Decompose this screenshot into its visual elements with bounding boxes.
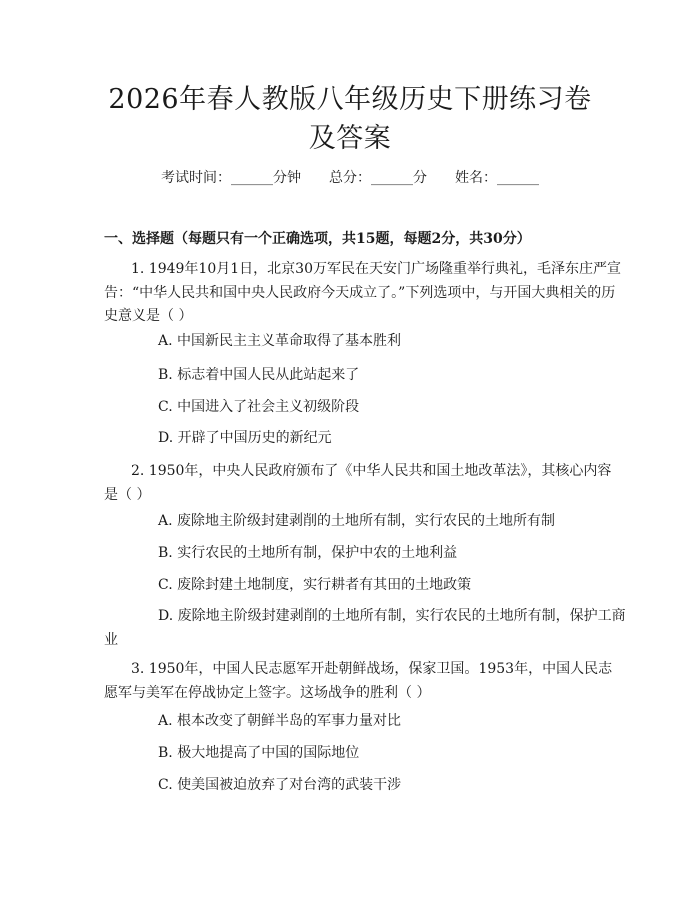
question-1-option-b: B. 标志着中国人民从此站起来了 — [158, 367, 360, 383]
question-stem: 1. 1949年10月1日，北京30万军民在天安门广场隆重举行典礼，毛泽东庄严宣告：“中华人民共和国中央人民政府今天成立了。”下列选项中，与开国大典相关的历史意义是（ ） — [104, 261, 621, 324]
document-title: 2026年春人教版八年级历史下册练习卷及答案 — [108, 84, 592, 154]
question-3-option-c: C. 使美国被迫放弃了对台湾的武装干涉 — [158, 777, 402, 793]
question-1-option-a: A. 中国新民主主义革命取得了基本胜利 — [158, 333, 402, 349]
question-stem: 3. 1950年，中国人民志愿军开赴朝鲜战场，保家卫国。1953年，中国人民志愿军与美军在停战协定上签字。这场战争的胜利（ ） — [104, 661, 613, 701]
question-3 — [104, 658, 624, 705]
question-1 — [104, 258, 624, 329]
question-3-option-b: B. 极大地提高了中国的国际地位 — [158, 745, 360, 761]
question-3-option-a: A. 根本改变了朝鲜半岛的军事力量对比 — [158, 713, 402, 729]
question-2-option-c: C. 废除封建土地制度，实行耕者有其田的土地政策 — [158, 577, 472, 593]
question-2 — [104, 460, 624, 507]
exam-time-field: 考试时间：______分钟 — [161, 170, 301, 186]
exam-info — [0, 167, 700, 189]
question-2-option-b: B. 实行农民的土地所有制，保护中农的土地利益 — [158, 545, 458, 561]
question-1-option-c: C. 中国进入了社会主义初级阶段 — [158, 399, 360, 415]
question-2-option-a: A. 废除地主阶级封建剥削的土地所有制，实行农民的土地所有制 — [158, 513, 556, 529]
question-2-option-d: D. 废除地主阶级封建剥削的土地所有制，实行农民的土地所有制，保护工商业 — [104, 608, 626, 648]
question-stem: 2. 1950年，中央人民政府颁布了《中华人民共和国土地改革法》，其核心内容是（ ） — [104, 463, 612, 503]
total-score-field: 总分：______分 — [329, 170, 427, 186]
student-name-field: 姓名：______ — [455, 170, 539, 186]
question-1-option-d: D. 开辟了中国历史的新纪元 — [158, 430, 332, 446]
section-heading: 一、选择题（每题只有一个正确选项，共15题，每题2分，共30分） — [104, 231, 531, 247]
